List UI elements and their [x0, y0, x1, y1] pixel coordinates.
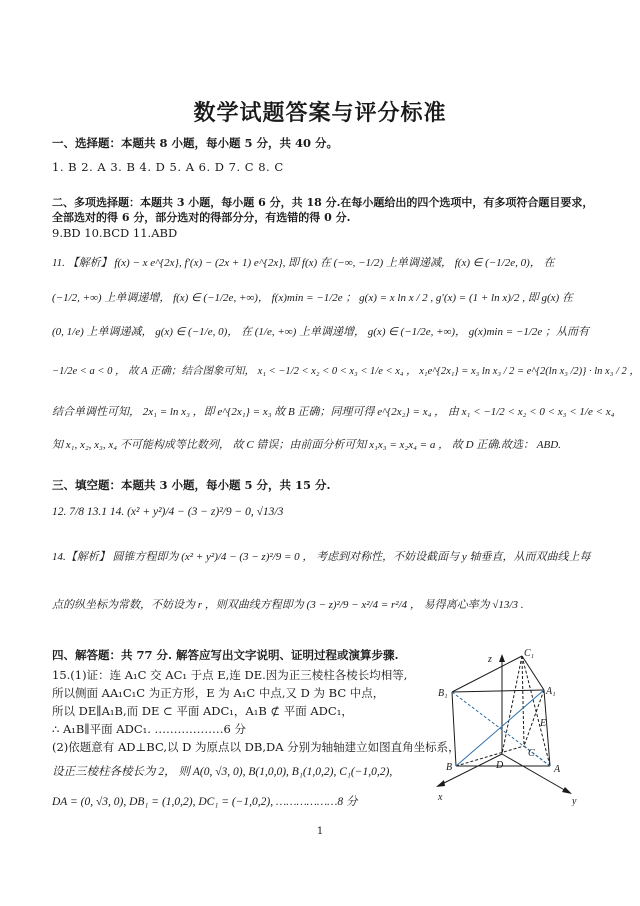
page-number: 1: [316, 826, 324, 837]
label-c1: C₁: [524, 648, 535, 659]
q15-line6: 设正三棱柱各棱长为 2， 则 A(0, √3, 0), B(1,0,0), B₁(1,0,2), C₁(−1,0,2),: [52, 766, 393, 778]
edge-c1-a1: [522, 656, 544, 690]
section1-answers: 1. B 2. A 3. B 4. D 5. A 6. D 7. C 8. C: [52, 160, 284, 174]
section4-heading: 四、解答题：共 77 分. 解答应写出文字说明、证明过程或演算步骤.: [52, 648, 399, 662]
label-y: y: [572, 796, 577, 806]
section2-heading-line1: 二、多项选择题：本题共 3 小题，每小题 6 分，共 18 分.在每小题给出的四个选项中，有多项符合题目要求，: [52, 196, 594, 209]
label-b1: B₁: [438, 688, 448, 699]
y-axis-arrow: [562, 787, 572, 794]
label-d: D: [496, 760, 504, 771]
q15-line1: 15.(1)证：连 A₁C 交 AC₁ 于点 E,连 DE.因为正三棱柱各棱长均相等,: [52, 668, 408, 682]
q11-solution-line4: −1/2e < a < 0 ， 故 A 正确；结合图象可知， x₁ < −1/2 < x₂ < 0 < x₃ < 1/e < x₄ ， x₁e^{2x₁} = x₃ ln x₃ / 2 = e^{2(ln x₃ /2)} · ln x₃ / 2 ，: [52, 366, 640, 377]
prism-figure: [432, 646, 592, 806]
q14-solution-line2: 点的纵坐标为常数，不妨设为 r ，则双曲线方程即为 (3 − z)²/9 − x²/4 = r²/4 ， 易得离心率为 √13/3 .: [52, 599, 524, 611]
label-a: A: [554, 764, 561, 775]
edge-c1-b1: [452, 656, 522, 692]
section3-heading: 三、填空题：本题共 3 小题，每小题 5 分，共 15 分.: [52, 478, 331, 492]
label-a1: A₁: [546, 686, 556, 697]
q11-solution-line2: (−1/2, +∞) 上单调递增， f(x) ∈ (−1/2e, +∞)， f(x)min = −1/2e ； g(x) = x ln x / 2 , g′(x) = (1 + ln x)/2 , 即 g(x) 在: [52, 292, 573, 304]
section3-answers: 12. 7/8 13.1 14. (x² + y²)/4 − (3 − z)²/9 − 0, √13/3: [52, 506, 284, 518]
q15-line2: 所以侧面 AA₁C₁C 为正方形，E 为 A₁C 中点,又 D 为 BC 中点，: [52, 686, 385, 700]
q11-solution-line5: 结合单调性可知， 2x₁ = ln x₃ ，即 e^{2x₁} = x₃ 故 B 正确；同理可得 e^{2x₂} = x₄ ， 由 x₁ < −1/2 < x₂ < 0 < x₃ < 1/e < x₄: [52, 406, 615, 418]
edge-b-c: [456, 746, 524, 766]
page-title: 数学试题答案与评分标准: [193, 100, 447, 126]
x-axis-arrow: [436, 780, 445, 787]
section1-heading: 一、选择题：本题共 8 小题，每小题 5 分，共 40 分。: [52, 136, 339, 150]
section2-heading-line2: 全部选对的得 6 分，部分选对的得部分分，有选错的得 0 分.: [52, 211, 351, 224]
label-c: C: [528, 748, 535, 759]
label-e: E: [540, 718, 547, 729]
q15-line4: ∴ A₁B∥平面 ADC₁. ………………6 分: [52, 722, 247, 736]
edge-b1-b: [452, 692, 456, 766]
q14-solution-line1: 14.【解析】 圆锥方程即为 (x² + y²)/4 − (3 − z)²/9 = 0 ， 考虑到对称性，不妨设截面与 y 轴垂直，从而双曲线上每: [52, 551, 591, 563]
diag-c1-d: [502, 656, 522, 754]
label-x: x: [438, 792, 443, 803]
section2-answers: 9.BD 10.BCD 11.ABD: [52, 226, 178, 240]
edge-c1-c: [522, 656, 524, 746]
q15-line3: 所以 DE∥A₁B,而 DE ⊂ 平面 ADC₁，A₁B ⊄ 平面 ADC₁，: [52, 704, 353, 718]
edge-b1-a1: [452, 690, 544, 692]
label-z: z: [488, 654, 492, 665]
q15-line5: (2)依题意有 AD⊥BC,以 D 为原点以 DB,DA 分别为轴轴建立如图直角坐标系，: [52, 740, 460, 754]
z-axis-arrow: [499, 654, 505, 662]
q11-solution-line6: 知 x₁, x₂, x₃, x₄ 不可能构成等比数列， 故 C 错误；由前面分析可知 x₁x₃ = x₂x₄ = a ， 故 D 正确.故选： ABD.: [52, 439, 561, 451]
q11-solution-line3: (0, 1/e) 上单调递减， g(x) ∈ (−1/e, 0)， 在 (1/e, +∞) 上单调递增， g(x) ∈ (−1/2e, +∞)， g(x)min = −1/2e ；从而有: [52, 326, 590, 338]
q11-solution-line1: 11. 【解析】 f(x) − x e^{2x}, f′(x) − (2x + 1) e^{2x}, 即 f(x) 在 (−∞, −1/2) 上单调递减， f(x) ∈ (−1/2e, 0)， 在: [52, 257, 555, 269]
label-b: B: [446, 762, 453, 773]
q15-line7: DA = (0, √3, 0), DB₁ = (1,0,2), DC₁ = (−1,0,2), ………………8 分: [52, 796, 358, 808]
